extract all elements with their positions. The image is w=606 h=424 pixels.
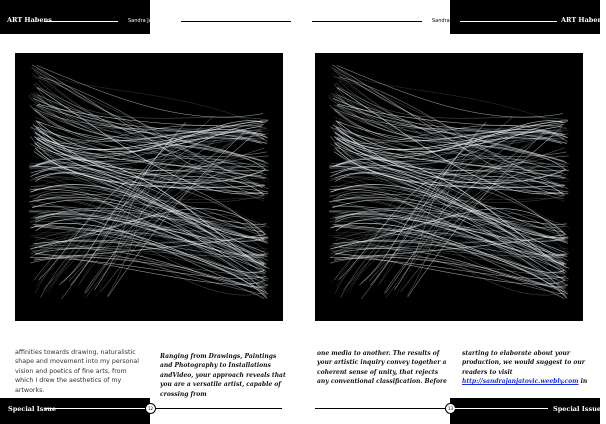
magazine-title: ART Habens <box>561 16 606 24</box>
section-label: Special Issue <box>8 405 56 413</box>
artwork-lines <box>315 53 583 321</box>
artwork-lines <box>15 53 283 321</box>
section-label: Special Issue <box>553 405 601 413</box>
question-text-tail: in <box>578 378 588 386</box>
header-rule <box>460 21 557 22</box>
footer-rule <box>453 408 548 409</box>
body-text-column: affinities towards drawing, naturalistic shape and movement into my personal vision and poetics of fine arts, from which I drew the aesthetics of my artworks. <box>15 349 140 394</box>
right-page <box>300 0 606 424</box>
artwork-image <box>15 53 283 321</box>
question-text: starting to elaborate about your production, we would suggest to our readers to visit <box>462 350 585 376</box>
footer-rule <box>44 408 148 409</box>
author-name: Sandra Janjatovic <box>432 18 476 24</box>
page-number: 13 <box>445 403 456 414</box>
footer-rule <box>152 408 282 409</box>
header-rule <box>312 21 422 22</box>
left-page <box>0 0 300 424</box>
footer-rule <box>315 408 446 409</box>
magazine-title: ART Habens <box>7 16 52 24</box>
header-rule <box>44 21 118 22</box>
header-rule <box>181 21 291 22</box>
page-number: 12 <box>145 403 156 414</box>
author-header <box>128 18 172 24</box>
interview-question <box>462 349 592 387</box>
artist-website-link[interactable]: http://sandrajanjatovic.weebly.com <box>462 378 579 386</box>
interview-question: Ranging from Drawings, Paintings and Photography to Installations andVideo, your approach reveals that you are a versatile artist, capable of crossing from <box>160 353 286 398</box>
interview-question: one media to another. The results of your artistic inquiry convey together a coherent sense of unity, that rejects any conventional classification. Before <box>317 350 447 386</box>
author-name: Sandra Janjatovic <box>128 18 172 24</box>
artwork-image <box>315 53 583 321</box>
